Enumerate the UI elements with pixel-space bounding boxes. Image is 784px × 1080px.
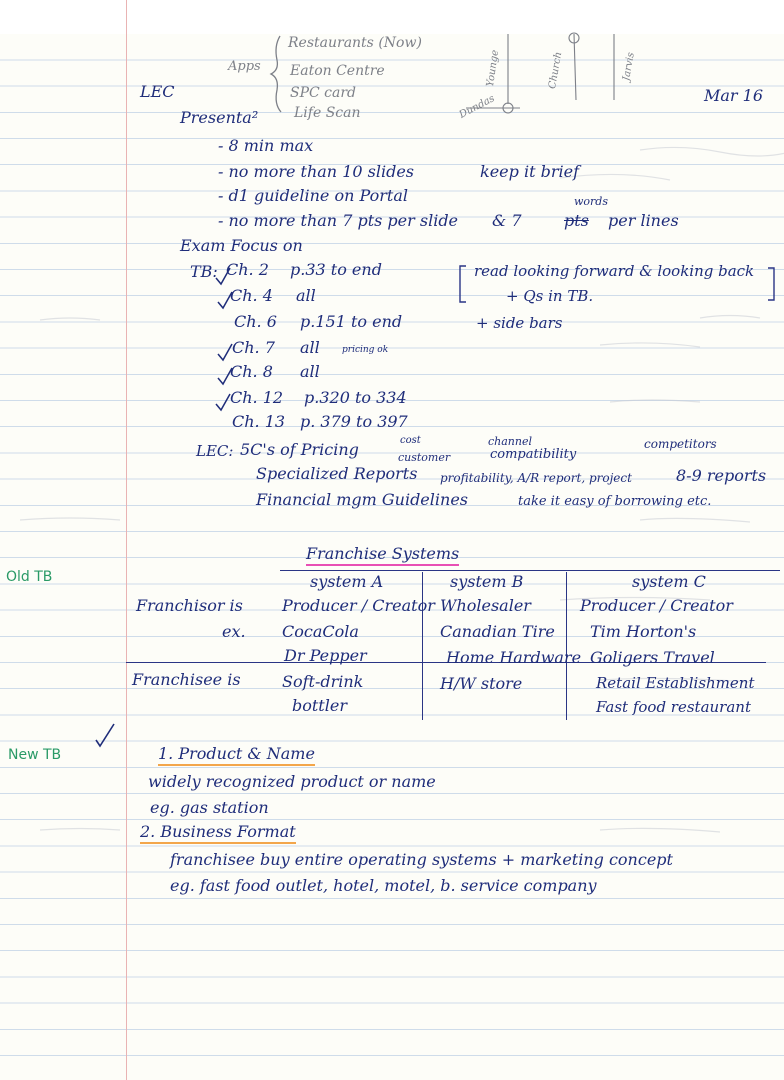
lec-section-label: LEC: xyxy=(196,442,234,460)
reports-list: profitability, A/R report, project xyxy=(440,471,632,485)
map-label-church: Church xyxy=(547,51,565,90)
keep-brief-note: keep it brief xyxy=(480,162,579,181)
c-customer: customer xyxy=(398,451,451,464)
apps-item-life-scan: Life Scan xyxy=(294,105,361,121)
bracket-note-line2: + Qs in TB. xyxy=(506,287,594,305)
cell-franchisee2-c: Fast food restaurant xyxy=(596,698,751,716)
new-tb-label: New TB xyxy=(8,747,62,763)
take-it-easy-note: take it easy of borrowing etc. xyxy=(518,494,712,509)
chapter-6: Ch. 6 xyxy=(234,312,277,331)
cell-franchisee2-a: bottler xyxy=(292,696,347,715)
words-struck: pts xyxy=(564,211,589,230)
cell-ex1-b: Canadian Tire xyxy=(440,622,555,641)
specialized-reports: Specialized Reports xyxy=(256,464,418,483)
cell-franchisor-c: Producer / Creator xyxy=(580,596,733,615)
cell-franchisor-a: Producer / Creator xyxy=(282,596,435,615)
col-header-system-c: system C xyxy=(632,572,706,591)
chapter-13-pages: p. 379 to 397 xyxy=(300,412,408,431)
chapter-12: Ch. 12 xyxy=(230,388,284,407)
chapter-2-pages: p.33 to end xyxy=(290,260,382,279)
chapter-13: Ch. 13 xyxy=(232,412,286,431)
item-business-eg: eg. fast food outlet, hotel, motel, b. service company xyxy=(170,876,597,895)
apps-label: Apps xyxy=(228,59,261,74)
c-channel: channel xyxy=(488,435,532,448)
chapter-6-pages: p.151 to end xyxy=(300,312,403,331)
chapter-4-pages: all xyxy=(296,286,316,305)
c-compatibility: compatibility xyxy=(490,447,577,462)
c-cost: cost xyxy=(400,435,421,446)
c-competitors: competitors xyxy=(644,437,717,451)
row-label-franchisor: Franchisor is xyxy=(136,596,243,615)
franchise-systems-title: Franchise Systems xyxy=(306,546,459,566)
col-header-system-b: system B xyxy=(450,572,524,591)
item-business-desc: franchisee buy entire operating systems + marketing concept xyxy=(170,850,673,869)
map-label-younge: Younge xyxy=(485,49,502,88)
date-label: Mar 16 xyxy=(704,86,764,105)
chapter-2: Ch. 2 xyxy=(226,260,269,279)
chapter-8: Ch. 8 xyxy=(230,362,273,381)
cell-ex2-a: Dr Pepper xyxy=(284,646,367,665)
lec-header: LEC xyxy=(140,82,175,101)
chapter-7: Ch. 7 xyxy=(232,338,275,357)
pricing-ok-note: pricing ok xyxy=(342,345,389,355)
map-label-jarvis: Jarvis xyxy=(621,51,637,82)
bracket-note-line1: read looking forward & looking back xyxy=(474,262,755,280)
col-header-system-a: system A xyxy=(310,572,384,591)
cell-ex1-c: Tim Horton's xyxy=(590,622,697,641)
exam-title: Exam Focus on xyxy=(180,236,303,255)
words-insert: words xyxy=(574,195,608,208)
apps-item-eaton-centre: Eaton Centre xyxy=(290,63,385,79)
apps-item-restaurants: Restaurants (Now) xyxy=(288,35,422,51)
map-label-dundas: Dundas xyxy=(457,93,497,121)
item-product-eg: eg. gas station xyxy=(150,798,269,817)
presentation-item-2: - no more than 10 slides xyxy=(218,162,414,181)
old-tb-label: Old TB xyxy=(6,569,53,585)
chapter-4: Ch. 4 xyxy=(230,286,273,305)
chapter-12-pages: p.320 to 334 xyxy=(304,388,407,407)
financial-guidelines: Financial mgm Guidelines xyxy=(256,490,468,509)
chapter-8-pages: all xyxy=(300,362,320,381)
item-business-format: 2. Business Format xyxy=(140,824,296,844)
cell-ex2-b: Home Hardware xyxy=(446,648,582,667)
cell-franchisee-b: H/W store xyxy=(440,674,523,693)
cell-franchisee-c: Retail Establishment xyxy=(596,674,755,692)
words-amp: & 7 xyxy=(492,211,522,230)
row-label-ex: ex. xyxy=(222,622,246,641)
item-product-desc: widely recognized product or name xyxy=(148,772,436,791)
words-tail: per lines xyxy=(608,211,679,230)
cell-ex1-a: CocaCola xyxy=(282,622,359,641)
chapter-7-pages: all xyxy=(300,338,320,357)
reports-count: 8-9 reports xyxy=(676,466,767,485)
presentation-item-4: - no more than 7 pts per slide xyxy=(218,211,459,230)
tb-label: TB: xyxy=(190,262,218,281)
five-cs-of-pricing: 5C's of Pricing xyxy=(240,440,359,459)
presentation-title: Presenta² xyxy=(180,108,259,127)
apps-item-spc-card: SPC card xyxy=(290,85,357,101)
item-product-name: 1. Product & Name xyxy=(158,746,315,766)
cell-franchisee-a: Soft-drink xyxy=(282,672,364,691)
cell-franchisor-b: Wholesaler xyxy=(440,596,531,615)
cell-ex2-c: Goligers Travel xyxy=(590,648,715,667)
presentation-item-1: - 8 min max xyxy=(218,136,314,155)
presentation-item-3: - d1 guideline on Portal xyxy=(218,186,408,205)
row-label-franchisee: Franchisee is xyxy=(132,670,241,689)
side-bars-note: + side bars xyxy=(476,314,563,332)
